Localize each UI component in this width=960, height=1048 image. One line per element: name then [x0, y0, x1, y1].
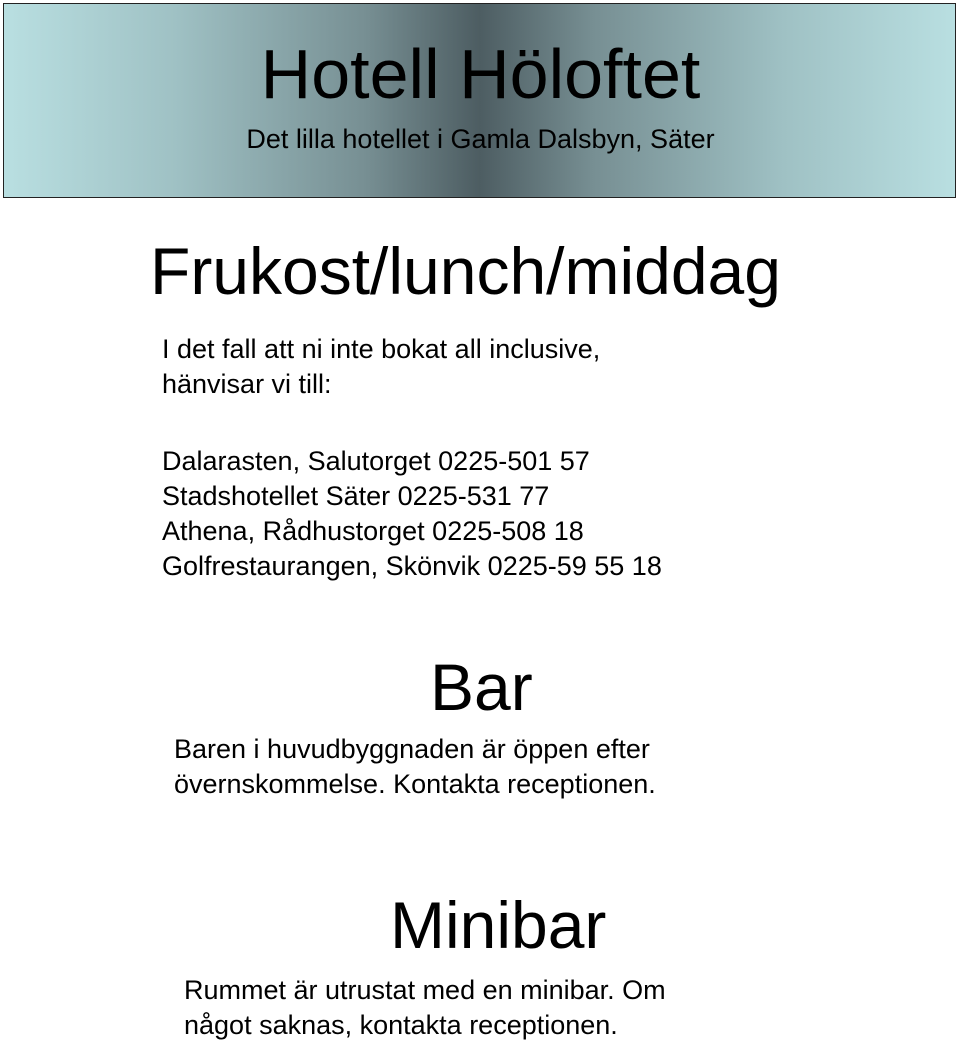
restaurant-list — [162, 444, 662, 584]
bar-heading: Bar — [430, 650, 533, 724]
restaurant-item-golfrestaurangen: Golfrestaurangen, Skönvik 0225-59 55 18 — [162, 551, 662, 581]
bar-text-line: Baren i huvudbyggnaden är öppen efter — [174, 734, 650, 764]
bar-text — [174, 732, 656, 802]
minibar-text-line: Rummet är utrustat med en minibar. Om — [184, 975, 666, 1005]
food-intro — [162, 332, 600, 402]
restaurant-item-dalarasten: Dalarasten, Salutorget 0225-501 57 — [162, 446, 590, 476]
restaurant-item-stadshotellet: Stadshotellet Säter 0225-531 77 — [162, 481, 550, 511]
bar-text-line: övernskommelse. Kontakta receptionen. — [174, 769, 656, 799]
minibar-heading: Minibar — [390, 888, 607, 962]
header-banner — [3, 3, 956, 198]
food-intro-line: hänvisar vi till: — [162, 369, 332, 399]
hotel-title: Hotell Höloftet — [260, 35, 701, 113]
minibar-text-line: något saknas, kontakta receptionen. — [184, 1010, 618, 1040]
food-heading: Frukost/lunch/middag — [150, 234, 781, 308]
hotel-subtitle: Det lilla hotellet i Gamla Dalsbyn, Säter — [246, 124, 715, 154]
food-intro-line: I det fall att ni inte bokat all inclusive, — [162, 334, 601, 364]
minibar-text — [184, 973, 666, 1043]
restaurant-item-athena: Athena, Rådhustorget 0225-508 18 — [162, 516, 584, 546]
